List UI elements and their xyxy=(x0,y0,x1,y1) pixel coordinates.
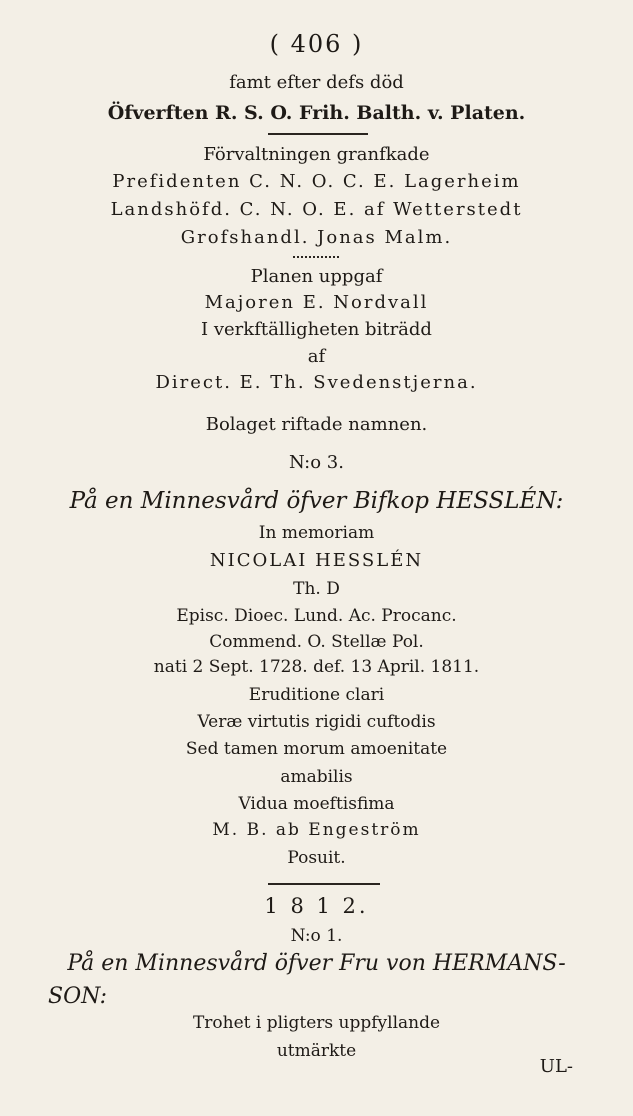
inscription-line: nati 2 Sept. 1728. def. 13 April. 1811. xyxy=(153,657,480,677)
text-line: Planen uppgaf xyxy=(250,266,383,287)
separator-rule xyxy=(268,883,380,885)
text-line: Öfverften R. S. O. Frih. Balth. v. Platen. xyxy=(107,102,526,124)
text-line: I verkftälligheten biträdd xyxy=(201,319,432,340)
inscription-line: In memoriam xyxy=(258,523,375,543)
text-line: utmärkte xyxy=(276,1041,357,1061)
section-number: N:o 1. xyxy=(290,926,343,946)
text-line: af xyxy=(307,346,326,367)
inscription-line: amabilis xyxy=(280,767,353,787)
text-line: Bolaget riftade namnen. xyxy=(205,414,428,435)
dotted-separator xyxy=(293,256,339,258)
inscription-line: Th. D xyxy=(293,579,340,599)
inscription-line: Veræ virtutis rigidi cuftodis xyxy=(197,712,436,732)
inscription-line: Commend. O. Stellæ Pol. xyxy=(209,632,424,652)
section-number: N:o 3. xyxy=(289,452,344,473)
text-line: Trohet i pligters uppfyllande xyxy=(192,1013,441,1033)
page-number-header: ( 406 ) xyxy=(269,30,364,58)
text-line: Majoren E. Nordvall xyxy=(204,292,429,313)
section-heading-continued: SON: xyxy=(48,984,107,1009)
inscription-line: Posuit. xyxy=(287,848,346,868)
inscription-line: Vidua moeftisfima xyxy=(238,794,395,814)
inscription-line: Episc. Dioec. Lund. Ac. Procanc. xyxy=(176,606,457,626)
catchword: UL- xyxy=(539,1056,573,1077)
year-heading: 1 8 1 2. xyxy=(264,894,369,918)
section-heading: På en Minnesvård öfver Bifkop HESSLÉN: xyxy=(69,488,564,514)
text-line: Grofshandl. Jonas Malm. xyxy=(180,227,453,248)
inscription-line: M. B. ab Engeström xyxy=(212,820,421,840)
inscription-name: NICOLAI HESSLÉN xyxy=(209,550,424,571)
text-line: famt efter defs död xyxy=(229,72,404,93)
text-line: Prefidenten C. N. O. C. E. Lagerheim xyxy=(112,171,521,192)
text-line: Förvaltningen granfkade xyxy=(203,144,430,165)
section-heading: På en Minnesvård öfver Fru von HERMANS- xyxy=(67,951,566,976)
inscription-line: Eruditione clari xyxy=(248,685,385,705)
inscription-line: Sed tamen morum amoenitate xyxy=(185,739,448,759)
separator-rule xyxy=(268,133,368,135)
text-line: Landshöfd. C. N. O. E. af Wetterstedt xyxy=(110,199,523,220)
text-line: Direct. E. Th. Svedenstjerna. xyxy=(155,372,478,393)
